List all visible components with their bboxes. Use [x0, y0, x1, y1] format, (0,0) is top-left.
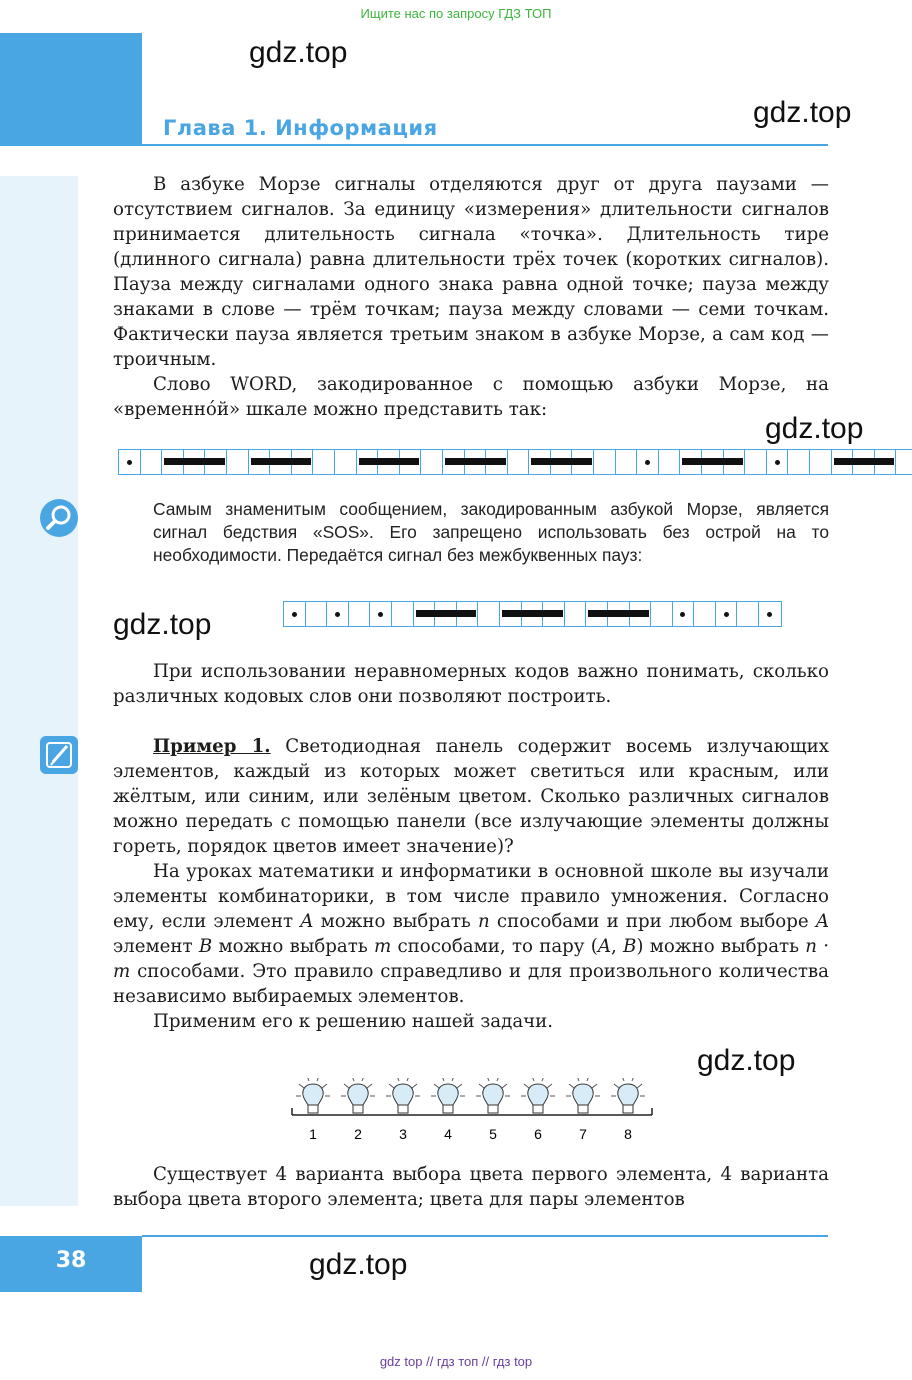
paragraph-example-1 — [113, 734, 829, 859]
morse-pause-cell — [141, 450, 163, 474]
text-fragment: ) можно выбрать — [636, 936, 806, 957]
watermark: gdz.top — [753, 96, 852, 129]
text-fragment: можно выбрать — [212, 936, 374, 957]
morse-dash — [445, 458, 506, 465]
morse-dot — [327, 602, 349, 626]
text-fragment: , — [611, 936, 624, 957]
var-a: A — [300, 911, 314, 932]
morse-dot — [759, 602, 781, 626]
led-bulb — [341, 1078, 375, 1113]
morse-dot — [637, 450, 659, 474]
morse-pause-cell — [478, 602, 500, 626]
magnifier-icon — [40, 499, 78, 537]
morse-dash-cell — [443, 450, 465, 474]
var-n: n — [478, 911, 490, 932]
chapter-title: Глава 1. Информация — [163, 116, 438, 140]
text-fragment: способами, то пару ( — [391, 936, 598, 957]
morse-dash — [682, 458, 743, 465]
intro-text — [113, 172, 829, 422]
bulb-number: 7 — [579, 1126, 587, 1142]
paragraph-variants: Существует 4 варианта выбора цвета первого элемента, 4 варианта выбора цвета второго элемента; цвета для пары элементов — [113, 1164, 829, 1210]
morse-dot — [767, 450, 789, 474]
morse-pause-cell — [616, 450, 638, 474]
morse-dash — [416, 610, 477, 617]
product-n-m: n · m — [113, 936, 829, 982]
morse-pause-cell — [659, 450, 681, 474]
paragraph-uneven-codes: При использовании неравномерных кодов важно понимать, сколько различных кодовых слов они позволяют построить. — [113, 661, 829, 707]
morse-pause-cell — [508, 450, 530, 474]
morse-dash — [531, 458, 592, 465]
example-text — [113, 734, 829, 1034]
var-a: A — [815, 911, 829, 932]
morse-dash — [359, 458, 420, 465]
bottom-notice: gdz top // гдз топ // гдз top — [379, 1354, 533, 1369]
paragraph-morse-pauses: В азбуке Морзе сигналы отделяются друг от друга паузами — отсутствием сигналов. За единицу «измерения» длительности сигналов принимается длительность сигнала «точка». Длительность тире (длинного сигнала) равна длительности трёх точек (коротких сигналов). Пауза между сигналами одного знака равна одной точке; пауза между знаками в слове — трём точкам; пауза между словами — семи точкам. Фактически пауза является третьим знаком в азбуке Морзе, а сам код — троичным. — [113, 174, 829, 370]
morse-pause-cell — [810, 450, 832, 474]
morse-pause-cell — [392, 602, 414, 626]
paragraph-apply: Применим его к решению нашей задачи. — [153, 1011, 554, 1032]
morse-pause-cell — [651, 602, 673, 626]
morse-pause-cell — [745, 450, 767, 474]
example-label: Пример 1. — [153, 736, 271, 757]
watermark: gdz.top — [697, 1044, 796, 1077]
morse-dash-cell — [357, 450, 379, 474]
watermark: gdz.top — [309, 1248, 408, 1281]
variants-text — [113, 1162, 829, 1212]
morse-pause-cell — [349, 602, 371, 626]
morse-pause-cell — [335, 450, 357, 474]
text-fragment: способами и при любом выборе — [489, 911, 816, 932]
led-bulb — [476, 1078, 510, 1113]
var-b: B — [623, 936, 637, 957]
text-fragment: элемент — [113, 936, 199, 957]
header-rule — [142, 144, 828, 146]
top-notice: Ищите нас по запросу ГДЗ ТОП — [360, 6, 552, 21]
morse-dash — [164, 458, 225, 465]
watermark: gdz.top — [113, 608, 212, 641]
watermark: gdz.top — [765, 412, 864, 445]
led-bulb — [296, 1078, 330, 1113]
watermark: gdz.top — [249, 36, 348, 69]
bulb-number: 6 — [534, 1126, 542, 1142]
led-bulb — [611, 1078, 645, 1113]
morse-dash-cell — [529, 450, 551, 474]
morse-pause-cell — [737, 602, 759, 626]
text-fragment: способами. Это правило справедливо и для произвольного количества независимо выбираемых элементов. — [113, 961, 829, 1007]
morse-pause-cell — [896, 450, 912, 474]
header-block — [0, 33, 142, 146]
paragraph-word-intro: Слово WORD, закодированное с помощью азбуки Морзе, на «временнóй» шкале можно представить так: — [113, 374, 829, 420]
paragraph-multiplication-rule — [113, 859, 829, 1009]
morse-pause-cell — [421, 450, 443, 474]
morse-dash-cell — [586, 602, 608, 626]
pencil-icon — [40, 736, 78, 774]
led-panel-figure — [285, 1078, 665, 1148]
bulb-number: 1 — [309, 1126, 317, 1142]
morse-pause-cell — [306, 602, 328, 626]
morse-dash-cell — [500, 602, 522, 626]
led-bulb — [386, 1078, 420, 1113]
bulb-number: 4 — [444, 1126, 452, 1142]
led-bulb — [566, 1078, 600, 1113]
sos-note: Самым знаменитым сообщением, закодированным азбукой Морзе, является сигнал бедствия «SOS». Его запрещено использовать без острой на то необходимости. Передаётся сигнал без межбуквенных пауз: — [153, 499, 829, 565]
morse-dash-cell — [414, 602, 436, 626]
codes-text — [113, 659, 829, 709]
morse-dash — [834, 458, 895, 465]
var-m: m — [373, 936, 392, 957]
text-fragment: можно выбрать — [313, 911, 478, 932]
bulb-number: 8 — [624, 1126, 632, 1142]
morse-pause-cell — [788, 450, 810, 474]
morse-dot — [716, 602, 738, 626]
page-number: 38 — [55, 1248, 87, 1273]
morse-pause-cell — [313, 450, 335, 474]
var-a: A — [597, 936, 611, 957]
bulb-number: 5 — [489, 1126, 497, 1142]
morse-dash-cell — [680, 450, 702, 474]
morse-dash-cell — [249, 450, 271, 474]
footer-rule — [142, 1235, 828, 1237]
led-bulb — [431, 1078, 465, 1113]
morse-dot — [673, 602, 695, 626]
morse-dash-cell — [162, 450, 184, 474]
morse-dot — [284, 602, 306, 626]
morse-pause-cell — [227, 450, 249, 474]
morse-pause-cell — [594, 450, 616, 474]
word-morse-tape — [118, 449, 912, 475]
morse-dot — [119, 450, 141, 474]
morse-dash — [502, 610, 563, 617]
side-strip — [0, 176, 78, 1206]
morse-dash-cell — [832, 450, 854, 474]
bulb-number: 3 — [399, 1126, 407, 1142]
morse-pause-cell — [694, 602, 716, 626]
morse-pause-cell — [565, 602, 587, 626]
sos-morse-tape — [283, 601, 782, 627]
text-fragment: На уроках математики и информатики в основной школе вы изучали элементы комбинаторики, в том числе правило умножения. Согласно ему, если элемент — [113, 861, 829, 932]
bulb-number: 2 — [354, 1126, 362, 1142]
morse-dash — [251, 458, 312, 465]
example-body: Светодиодная панель содержит восемь излучающих элементов, каждый из которых может светиться или красным, или жёлтым, или синим, или зелёным цветом. Сколько различных сигналов можно передать с помощью панели (все излучающие элементы должны гореть, порядок цветов имеет значение)? — [113, 736, 829, 857]
morse-dash — [588, 610, 649, 617]
led-bulb — [521, 1078, 555, 1113]
var-b: B — [198, 936, 213, 957]
morse-dot — [370, 602, 392, 626]
